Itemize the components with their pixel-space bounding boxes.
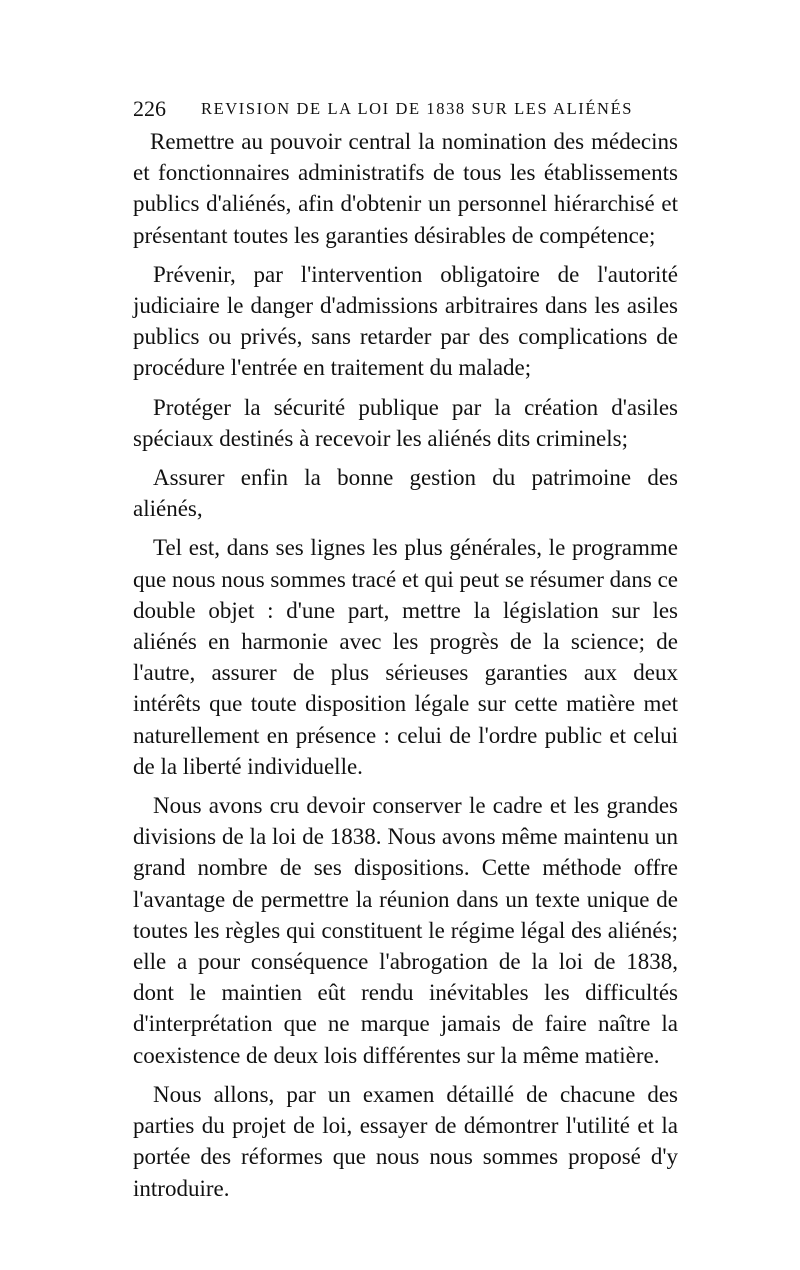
page-number: 226 [133, 96, 166, 121]
paragraph-patrimoine: Assurer enfin la bonne gestion du patrimoine des aliénés, [133, 465, 678, 522]
paragraph-admissions: Prévenir, par l'intervention obligatoire de l'autorité judiciaire le danger d'admissions arbitraires dans les asiles publics ou privés, sans retarder par des complications de procédure l'entrée en traitement du malade; [133, 261, 678, 381]
paragraph-examen: Nous allons, par un examen détaillé de chacune des parties du projet de loi, essayer de démontrer l'utilité et la portée des réformes que nous nous sommes proposé d'y introduire. [133, 1081, 678, 1201]
paragraph-programme: Tel est, dans ses lignes les plus générales, le programme que nous nous sommes tracé et qui peut se résumer dans ce double objet : d'une part, mettre la législation sur les aliénés en harmonie avec les progrès de la science; de l'autre, assurer de plus sérieuses garanties aux deux intérêts que toute disposition légale sur cette matière met naturellement en présence : celui de l'ordre public et celui de la liberté individuelle. [133, 535, 678, 779]
paragraph-securite: Protéger la sécurité publique par la création d'asiles spéciaux destinés à recevoir les aliénés dits criminels; [133, 394, 678, 451]
body-text [133, 126, 678, 1212]
running-head-title: REVISION DE LA LOI DE 1838 SUR LES ALIÉNÉS [201, 99, 634, 118]
running-head [133, 96, 678, 126]
paragraph-nomination: Remettre au pouvoir central la nomination des médecins et fonctionnaires administratifs de tous les établissements publics d'aliénés, afin d'obtenir un personnel hiérarchisé et présentant toutes les garanties désirables de compétence; [133, 129, 678, 248]
paragraph-cadre: Nous avons cru devoir conserver le cadre et les grandes divisions de la loi de 1838. Nous avons même maintenu un grand nombre de ses dispositions. Cette méthode offre l'avantage de permettre la réunion dans un texte unique de toutes les règles qui constituent le régime légal des aliénés; elle a pour conséquence l'abrogation de la loi de 1838, dont le maintien eût rendu inévitables les difficultés d'interprétation que ne marque jamais de faire naître la coexistence de deux lois différentes sur la même matière. [133, 793, 678, 1068]
